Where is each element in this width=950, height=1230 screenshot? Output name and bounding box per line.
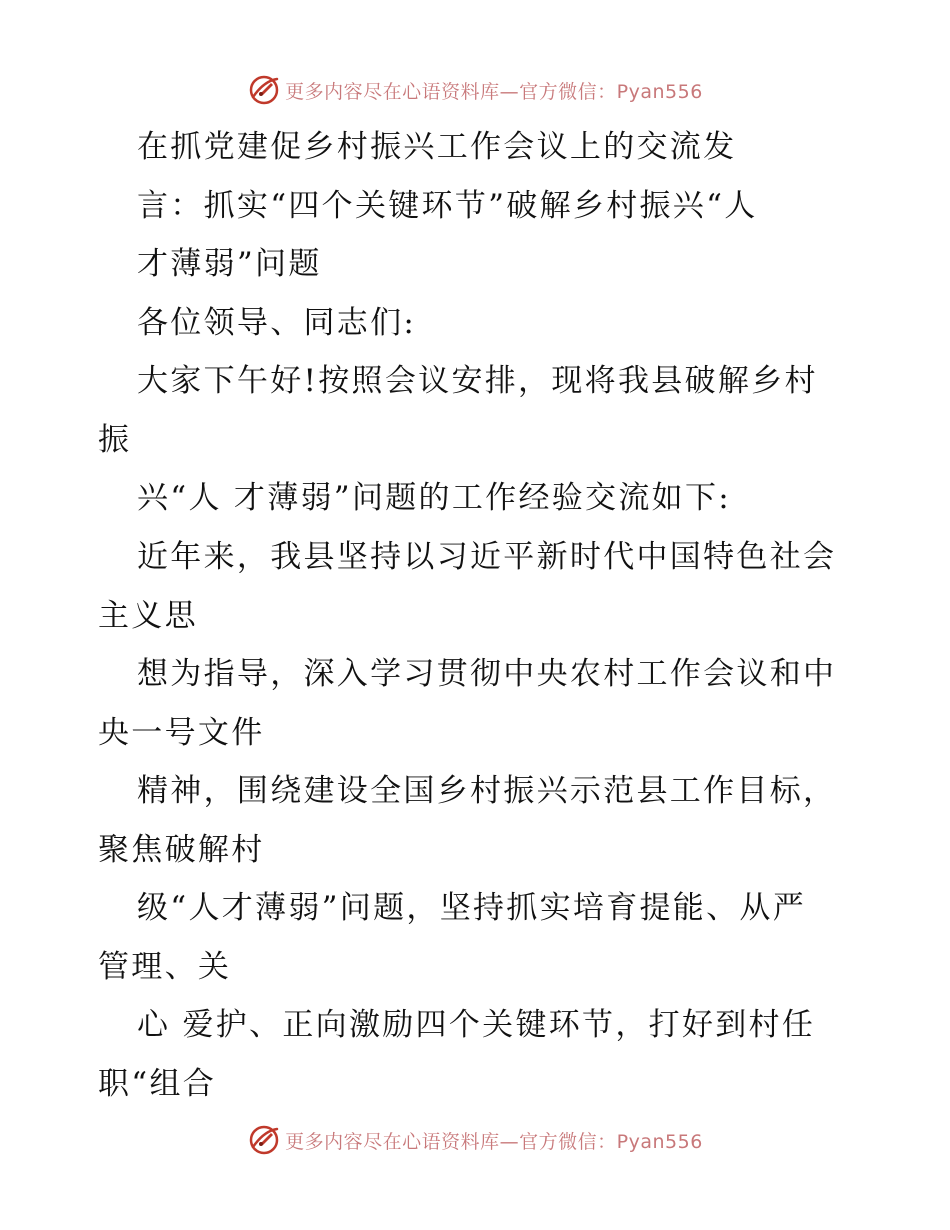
paragraph-line: 央一号文件	[98, 715, 265, 751]
paragraph-line: 聚焦破解村	[98, 832, 265, 868]
paragraph-line: 级“人才薄弱”问题，坚持抓实培育提能、从严	[137, 890, 806, 926]
paragraph-line: 振	[98, 422, 132, 458]
red-pen-swirl-logo-icon	[247, 73, 281, 107]
paragraph-line: 心 爱护、正向激励四个关键环节，打好到村任	[137, 1007, 816, 1043]
watermark-text: 更多内容尽在心语资料库—官方微信：Pyan556	[285, 80, 703, 103]
footer-watermark-banner	[0, 1120, 950, 1160]
paragraph-line: 管理、关	[98, 949, 232, 985]
title-line-2: 言：抓实“四个关键环节”破解乡村振兴“人	[137, 188, 758, 224]
red-pen-swirl-logo-icon	[247, 1123, 281, 1157]
title-line-1: 在抓党建促乡村振兴工作会议上的交流发	[137, 129, 737, 165]
header-watermark-banner	[0, 70, 950, 110]
paragraph-line: 主义思	[98, 598, 198, 634]
paragraph-line: 精神，围绕建设全国乡村振兴示范县工作目标，	[137, 773, 837, 809]
paragraph-line: 近年来，我县坚持以习近平新时代中国特色社会	[137, 539, 837, 575]
paragraph-line: 兴“人 才薄弱”问题的工作经验交流如下:	[137, 480, 731, 516]
salutation: 各位领导、同志们:	[137, 305, 417, 341]
paragraph-line: 职“组合	[98, 1066, 217, 1102]
paragraph-line: 大家下午好!按照会议安排，现将我县破解乡村	[137, 363, 818, 399]
watermark-text: 更多内容尽在心语资料库—官方微信：Pyan556	[285, 1130, 703, 1153]
title-line-3: 才薄弱”问题	[137, 246, 322, 282]
paragraph-line: 想为指导，深入学习贯彻中央农村工作会议和中	[137, 656, 837, 692]
